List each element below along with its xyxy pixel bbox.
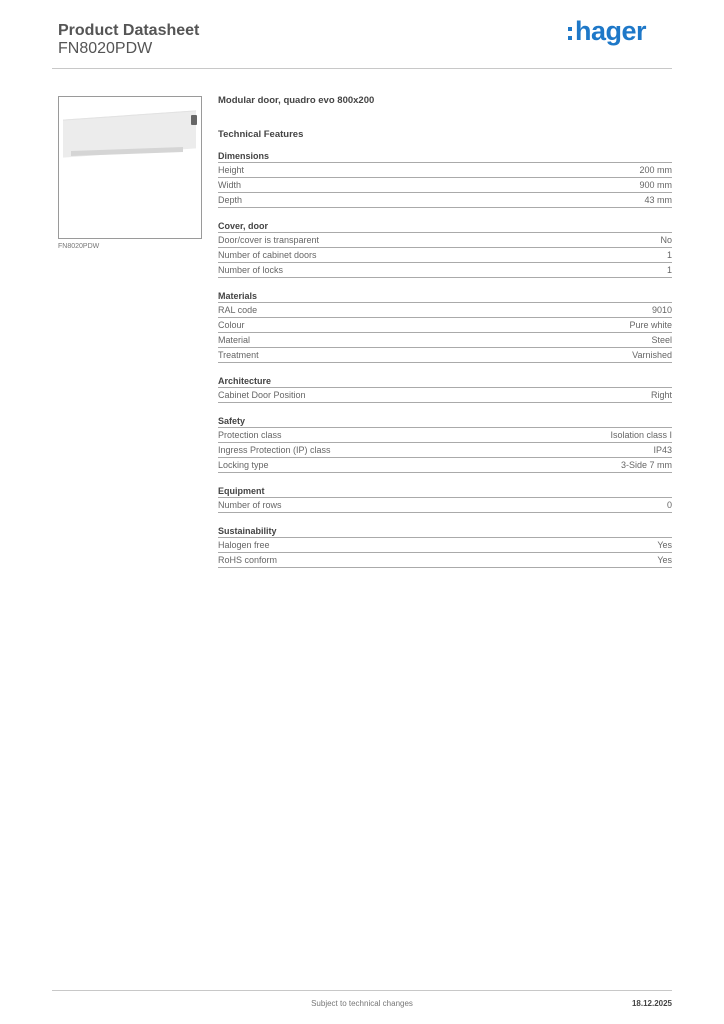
spec-value: 1 (666, 265, 672, 275)
spec-row (218, 178, 672, 193)
section-title: Dimensions (218, 150, 672, 163)
section-title: Cover, door (218, 220, 672, 233)
spec-value: Steel (651, 335, 672, 345)
section-materials (218, 290, 672, 363)
product-image (58, 96, 202, 239)
spec-value: 43 mm (644, 195, 672, 205)
spec-label: Cabinet Door Position (218, 390, 306, 400)
spec-label: Number of cabinet doors (218, 250, 317, 260)
spec-row (218, 318, 672, 333)
spec-label: Ingress Protection (IP) class (218, 445, 331, 455)
spec-value: Yes (657, 555, 672, 565)
spec-row (218, 263, 672, 278)
spec-value: No (660, 235, 672, 245)
section-equipment (218, 485, 672, 513)
spec-row (218, 233, 672, 248)
spec-value: 0 (666, 500, 672, 510)
spec-row (218, 303, 672, 318)
spec-value: Isolation class I (610, 430, 672, 440)
section-sustainability (218, 525, 672, 568)
spec-label: Halogen free (218, 540, 270, 550)
spec-label: Protection class (218, 430, 282, 440)
spec-value: 200 mm (639, 165, 672, 175)
hager-logo (568, 16, 646, 46)
spec-label: Door/cover is transparent (218, 235, 320, 245)
logo-text: hager (575, 16, 647, 46)
spec-label: Treatment (218, 350, 259, 360)
spec-value: 3-Side 7 mm (620, 460, 672, 470)
spec-content (218, 94, 672, 568)
header-divider (52, 68, 672, 69)
spec-label: Material (218, 335, 251, 345)
spec-label: RAL code (218, 305, 258, 315)
image-caption: FN8020PDW (58, 243, 100, 250)
spec-label: Number of locks (218, 265, 284, 275)
section-dimensions (218, 150, 672, 208)
section-title: Sustainability (218, 525, 672, 538)
section-title: Materials (218, 290, 672, 303)
spec-row (218, 538, 672, 553)
spec-row (218, 553, 672, 568)
spec-value: IP43 (653, 445, 672, 455)
section-title: Architecture (218, 375, 672, 388)
footer-divider (52, 990, 672, 991)
section-safety (218, 415, 672, 473)
product-name: Modular door, quadro evo 800x200 (218, 95, 375, 106)
spec-row (218, 248, 672, 263)
spec-value: Right (650, 390, 672, 400)
spec-row (218, 428, 672, 443)
spec-label: Locking type (218, 460, 269, 470)
product-code: FN8020PDW (58, 40, 153, 57)
technical-features-title: Technical Features (218, 129, 304, 140)
spec-row (218, 163, 672, 178)
footer-date: 18.12.2025 (631, 999, 672, 1008)
spec-label: Number of rows (218, 500, 282, 510)
spec-row (218, 193, 672, 208)
spec-value: 9010 (651, 305, 672, 315)
spec-row (218, 498, 672, 513)
spec-label: RoHS conform (218, 555, 278, 565)
spec-row (218, 443, 672, 458)
page-title: Product Datasheet (58, 22, 200, 39)
footer-note: Subject to technical changes (311, 999, 413, 1008)
section-architecture (218, 375, 672, 403)
spec-label: Depth (218, 195, 243, 205)
section-title: Equipment (218, 485, 672, 498)
section-cover-door (218, 220, 672, 278)
spec-value: 900 mm (639, 180, 672, 190)
spec-row (218, 333, 672, 348)
spec-value: 1 (666, 250, 672, 260)
spec-value: Yes (657, 540, 672, 550)
spec-row (218, 388, 672, 403)
spec-label: Width (218, 180, 242, 190)
section-title: Safety (218, 415, 672, 428)
spec-row (218, 458, 672, 473)
logo-colon-icon (568, 27, 572, 40)
spec-value: Varnished (632, 350, 672, 360)
spec-value: Pure white (629, 320, 672, 330)
spec-label: Colour (218, 320, 245, 330)
spec-row (218, 348, 672, 363)
spec-label: Height (218, 165, 245, 175)
door-lock-icon (191, 115, 197, 125)
